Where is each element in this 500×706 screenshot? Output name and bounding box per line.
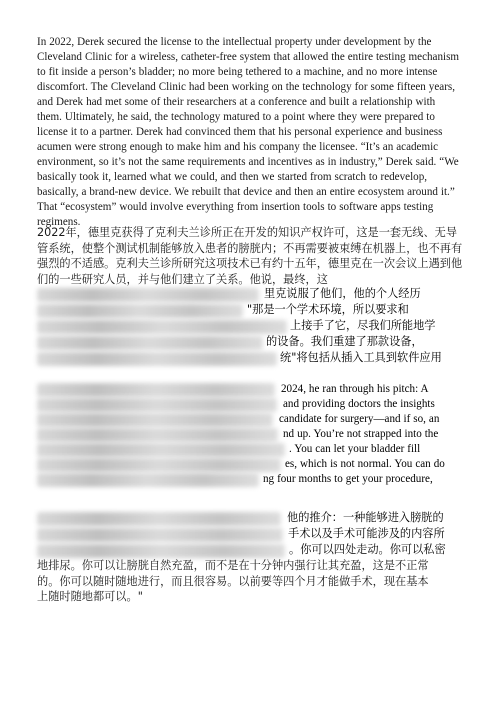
visible-text-fragment: candidate for surgery—and if so, an	[279, 413, 440, 425]
chinese-paragraph-license: 2022年，德里克获得了克利夫兰诊所正在开发的知识产权许可，这是一套无线、无导管系统，使整个测试机制能够放入患者的膀胱内；不再需要被束缚在机器上，也不再有强烈的不适感。克利夫兰诊所研究这项技术已有约十五年，德里克在一次会议上遇到他们的一些研究人员，并与他们建立了关系。他说，最终，这	[37, 226, 463, 286]
blur-mask	[37, 512, 281, 526]
chinese-paragraph-line: 的。你可以随时随地进行，而且很容易。以前要等四个月才能做手术，现在基本	[37, 574, 429, 588]
blur-mask	[37, 352, 277, 366]
blur-mask	[37, 413, 273, 427]
visible-text-fragment: 里克说服了他们，他的个人经历	[264, 287, 421, 300]
blur-mask	[37, 544, 285, 558]
english-paragraph-license: In 2022, Derek secured the license to the intellectual property under development by the Cleveland Clinic for a wireless, catheter-free system that allowed the entire testing mechanism to fit inside a person’s bladder; no more being tethered to a machine, and no more intense discomfort. The Cleveland Clinic had been working on the technology for some fifteen years, and Derek had met some of their researchers at a conference and built a relationship with them. Ultimately, he said, the technology matured to a point where they were prepared to license it to a partner. Derek had convinced them that his personal experience and business acumen were strong enough to make him and his company the licensee. “It’s an academic environment, so it’s not the same requirements and incentives as in industry,” Derek said. “We basically took it, learned what we could, and then we started from scratch to redevelop, basically, a brand-new device. We rebuilt that device and then an entire ecosystem around it.” That “ecosystem” would involve everything from insertion tools to software apps testing regimens.	[37, 36, 460, 228]
visible-text-fragment: 的设备。我们重建了那款设备，	[266, 335, 423, 348]
visible-text-fragment: 2024, he ran through his pitch: A	[281, 383, 429, 395]
blur-mask	[37, 458, 281, 472]
blur-mask	[37, 528, 283, 542]
visible-text-fragment: 他的推介：一种能够进入膀胱的	[287, 511, 444, 524]
visible-text-fragment: ng four months to get your procedure,	[263, 473, 433, 485]
visible-text-fragment: 上接手了它，尽我们所能地学	[290, 319, 436, 332]
visible-text-fragment: . You can let your bladder fill	[289, 443, 421, 455]
blur-mask	[37, 443, 285, 457]
visible-text-fragment: 统"将包括从插入工具到软件应用	[280, 351, 442, 364]
blur-mask	[37, 428, 278, 442]
chinese-paragraph-line: 地排尿。你可以让膀胱自然充盈，而不是在十分钟内强行让其充盈，这是不正常	[37, 559, 429, 572]
blur-mask	[37, 288, 259, 302]
visible-text-fragment: 手术以及手术可能涉及的内容所	[288, 527, 445, 540]
chinese-paragraph-line: 上随时随地都可以。"	[37, 590, 143, 603]
visible-text-fragment: and providing doctors the insights	[283, 398, 435, 410]
visible-text-fragment: 。你可以四处走动。你可以私密	[289, 543, 446, 556]
visible-text-fragment: "那是一个学术环境，所以要求和	[247, 303, 409, 316]
blur-mask	[37, 473, 259, 487]
blur-mask	[37, 320, 287, 334]
visible-text-fragment: es, which is not normal. You can do	[285, 458, 445, 470]
blur-mask	[37, 383, 275, 397]
blur-mask	[37, 398, 277, 412]
visible-text-fragment: nd up. You’re not strapped into the	[283, 428, 439, 440]
blur-mask	[37, 304, 243, 318]
blur-mask	[37, 336, 263, 350]
